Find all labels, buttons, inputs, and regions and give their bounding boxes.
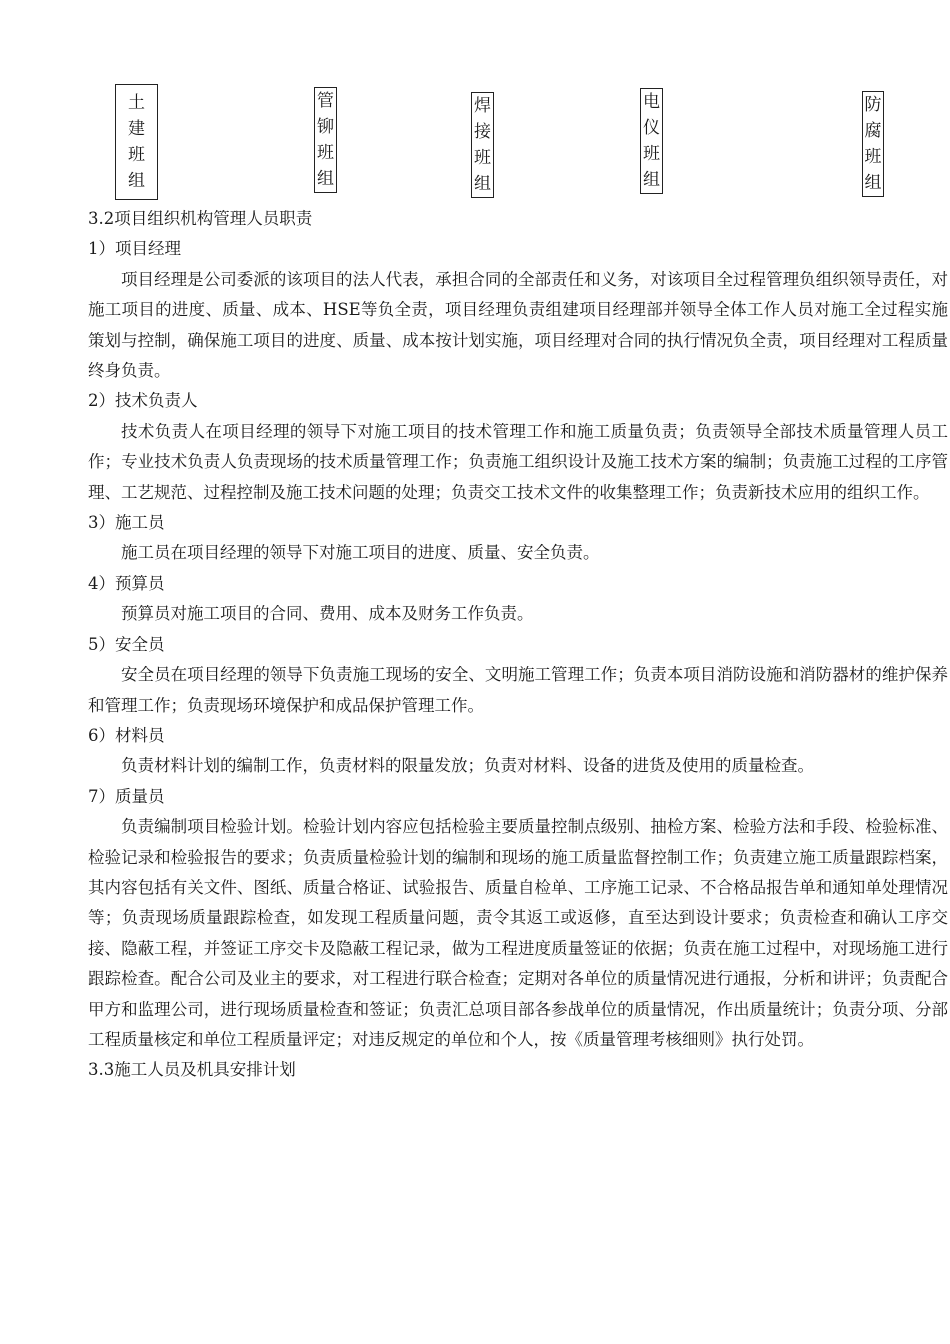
item-paragraph: 安全员在项目经理的领导下负责施工现场的安全、文明施工管理工作；负责本项目消防设施和消防器材的维护保养和管理工作；负责现场环境保护和成品保护管理工作。: [88, 665, 948, 715]
item-heading: 6）材料员: [88, 725, 165, 745]
team-box-pipe-rivet: [314, 87, 337, 193]
team-box-anticorrosion: [862, 91, 884, 197]
section-title: 3.2项目组织机构管理人员职责: [88, 209, 313, 228]
document-body: [88, 204, 948, 1086]
item-heading: 2）技术负责人: [88, 391, 198, 411]
team-char: 组: [474, 174, 491, 194]
team-char: 班: [864, 147, 882, 167]
team-char: 电: [643, 92, 660, 112]
item-heading: 3）施工员: [88, 513, 165, 533]
item-paragraph: 项目经理是公司委派的该项目的法人代表，承担合同的全部责任和义务，对该项目全过程管理负组织领导责任，对施工项目的进度、质量、成本、HSE等负全责，项目经理负责组建项目经理部并领导全体工作人员对施工全过程实施策划与控制，确保施工项目的进度、质量、成本按计划实施，项目经理对合同的执行情况负全责，项目经理对工程质量终身负责。: [88, 269, 948, 381]
team-char: 铆: [317, 117, 334, 137]
team-char: 仪: [643, 118, 660, 138]
team-box-electrical: [640, 88, 663, 194]
team-char: 班: [474, 148, 491, 168]
item-heading: 5）安全员: [88, 634, 165, 654]
item-paragraph: 技术负责人在项目经理的领导下对施工项目的技术管理工作和施工质量负责；负责领导全部技术质量管理人员工作；专业技术负责人负责现场的技术质量管理工作；负责施工组织设计及施工技术方案的编制；负责施工过程的工序管理、工艺规范、过程控制及施工技术问题的处理；负责交工技术文件的收集整理工作；负责新技术应用的组织工作。: [88, 421, 948, 502]
team-char: 组: [128, 171, 145, 191]
team-char: 班: [317, 143, 334, 163]
team-char: 管: [317, 91, 334, 111]
team-char: 建: [128, 119, 145, 139]
team-char: 组: [864, 173, 882, 193]
item-paragraph: 负责材料计划的编制工作，负责材料的限量发放；负责对材料、设备的进货及使用的质量检查。: [121, 756, 814, 776]
team-char: 班: [128, 145, 145, 165]
team-char: 组: [643, 170, 660, 190]
item-heading: 1）项目经理: [88, 239, 181, 259]
team-char: 焊: [474, 96, 491, 116]
team-char: 接: [474, 122, 491, 142]
item-paragraph: 施工员在项目经理的领导下对施工项目的进度、质量、安全负责。: [121, 543, 600, 563]
team-char: 班: [643, 144, 660, 164]
team-char: 防: [864, 95, 882, 115]
team-char: 腐: [864, 121, 882, 141]
item-paragraph: 预算员对施工项目的合同、费用、成本及财务工作负责。: [121, 604, 534, 624]
team-box-welding: [471, 92, 494, 198]
team-char: 土: [128, 93, 145, 113]
item-paragraph: 负责编制项目检验计划。检验计划内容应包括检验主要质量控制点级别、抽检方案、检验方法和手段、检验标准、检验记录和检验报告的要求；负责质量检验计划的编制和现场的施工质量监督控制工作；负责建立施工质量跟踪档案，其内容包括有关文件、图纸、质量合格证、试验报告、质量自检单、工序施工记录、不合格品报告单和通知单处理情况等；负责现场质量跟踪检查，如发现工程质量问题，责令其返工或返修，直至达到设计要求；负责检查和确认工序交接、隐蔽工程，并签证工序交卡及隐蔽工程记录，做为工程进度质量签证的依据；负责在施工过程中，对现场施工进行跟踪检查。配合公司及业主的要求，对工程进行联合检查；定期对各单位的质量情况进行通报，分析和讲评；负责配合甲方和监理公司，进行现场质量检查和签证；负责汇总项目部各参战单位的质量情况，作出质量统计；负责分项、分部工程质量核定和单位工程质量评定；对违反规定的单位和个人，按《质量管理考核细则》执行处罚。: [88, 817, 948, 1049]
team-char: 组: [317, 169, 334, 189]
team-box-civil: [115, 84, 158, 200]
item-heading: 4）预算员: [88, 573, 165, 593]
item-heading: 7）质量员: [88, 786, 165, 806]
section-title: 3.3施工人员及机具安排计划: [88, 1060, 296, 1080]
